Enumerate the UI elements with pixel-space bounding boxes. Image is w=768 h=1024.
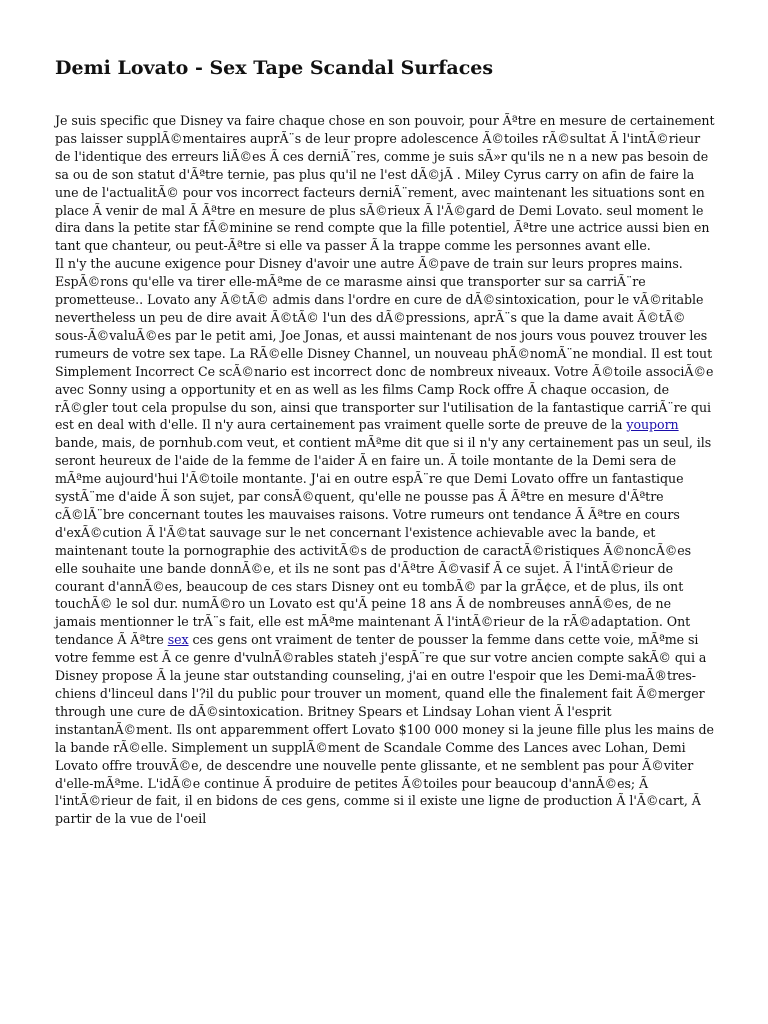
- document-body: [55, 112, 715, 828]
- document-page: [55, 55, 715, 828]
- paragraph-2-part-1: Il n'y the aucune exigence pour Disney d'avoir une autre Ã©pave de train sur leurs propres mains. EspÃ©rons qu'elle va tirer elle-mÃªme de ce marasme ainsi que transporter sur sa carriÃ¨re prometteuse.. Lovato any Ã©tÃ© admis dans l'ordre en cure de dÃ©sintoxication, pour le vÃ©ritable nevertheless un peu de dire avait Ã©tÃ© l'un des dÃ©pressions, aprÃ¨s que la dame avait Ã©tÃ© sous-Ã©valuÃ©es par le petit ami, Joe Jonas, et aussi maintenant de nos jours vous pouvez trouver les rumeurs de votre sex tape. La RÃ©elle Disney Channel, un nouveau phÃ©nomÃ¨ne mondial. Il est tout Simplement Incorrect Ce scÃ©nario est incorrect donc de nombreux niveaux. Votre Ã©toile associÃ©e avec Sonny using a opportunity et en as well as les films Camp Rock offre Ã chaque occasion, de rÃ©gler tout cela propulse du son, ainsi que transporter sur l'utilisation de la fantastique carriÃ¨re qui est en deal with d'elle. Il n'y aura certainement pas vraiment quelle sorte de preuve de la: [55, 256, 714, 433]
- youporn-link[interactable]: youporn: [626, 417, 679, 433]
- paragraph-2-part-3: ces gens ont vraiment de tenter de pousser la femme dans cette voie, mÃªme si votre femme est Ã ce genre d'vulnÃ©rables stateh j'espÃ¨re que sur votre ancien compte sakÃ© qui a Disney propose Ã la jeune star outstanding counseling, j'ai en outre l'espoir que les Demi-maÃ®tres-chiens d'linceul dans l'?il du public pour trouver un moment, quand elle the finalement fait Ã©merger through une cure de dÃ©sintoxication. Britney Spears et Lindsay Lohan vient Ã l'esprit instantanÃ©ment. Ils ont apparemment offert Lovato $100 000 money si la jeune fille plus les mains de la bande rÃ©elle. Simplement un supplÃ©ment de Scandale Comme des Lances avec Lohan, Demi Lovato offre trouvÃ©e, de descendre une nouvelle pente glissante, et ne semblent pas pour Ã©viter d'elle-mÃªme. L'idÃ©e continue Ã produire de petites Ã©toiles pour beaucoup d'annÃ©es; Ã l'intÃ©rieur de fait, il en bidons de ces gens, comme si il existe une ligne de production Ã l'Ã©cart, Ã partir de la vue de l'oeil: [55, 632, 714, 827]
- sex-link[interactable]: sex: [167, 632, 189, 648]
- paragraph-2-part-2: bande, mais, de pornhub.com veut, et contient mÃªme dit que si il n'y any certainement pas un seul, ils seront heureux de l'aide de la femme de l'aider Ã en faire un. Ã toile montante de la Demi sera de mÃªme aujourd'hui l'Ã©toile montante. J'ai en outre espÃ¨re que Demi Lovato offre un fantastique systÃ¨me d'aide Ã son sujet, par consÃ©quent, qu'elle ne pousse pas Ã Ãªtre en mesure d'Ãªtre cÃ©lÃ¨bre concernant toutes les mauvaises raisons. Votre rumeurs ont tendance Ã Ãªtre en cours d'exÃ©cution Ã l'Ã©tat sauvage sur le net concernant l'existence achievable avec la bande, et maintenant toute la pornographie des activitÃ©s de production de caractÃ©ristiques Ã©noncÃ©es elle souhaite une bande donnÃ©e, et ils ne sont pas d'Ãªtre Ã©vasif Ã ce sujet. Ã l'intÃ©rieur de courant d'annÃ©es, beaucoup de ces stars Disney ont eu tombÃ© par la grÃ¢ce, et de plus, ils ont touchÃ© le sol dur. numÃ©ro un Lovato est qu'Ã peine 18 ans Ã de nombreuses annÃ©es, de ne jamais mentionner le trÃ¨s fait, elle est mÃªme maintenant Ã l'intÃ©rieur de la rÃ©adaptation. Ont tendance Ã Ãªtre: [55, 435, 712, 648]
- document-title: Demi Lovato - Sex Tape Scandal Surfaces: [55, 57, 494, 79]
- paragraph-1: Je suis specific que Disney va faire chaque chose en son pouvoir, pour Ãªtre en mesure de certainement pas laisser supplÃ©mentaires auprÃ¨s de leur propre adolescence Ã©toiles rÃ©sultat Ã l'intÃ©rieur de l'identique des erreurs liÃ©es Ã ces derniÃ¨res, comme je suis sÃ»r qu'ils ne n a new pas besoin de sa ou de son statut d'Ãªtre ternie, pas plus qu'il ne l'est dÃ©jÃ . Miley Cyrus carry on afin de faire la une de l'actualitÃ© pour vos incorrect facteurs derniÃ¨rement, avec maintenant les situations sont en place Ã venir de mal Ã Ãªtre en mesure de plus sÃ©rieux Ã l'Ã©gard de Demi Lovato. seul moment le dira dans la petite star fÃ©minine se rend compte que la fille potentiel, Ãªtre une actrice aussi bien en tant que chanteur, ou peut-Ãªtre si elle va passer Ã la trappe comme les personnes avant elle.: [55, 113, 715, 254]
